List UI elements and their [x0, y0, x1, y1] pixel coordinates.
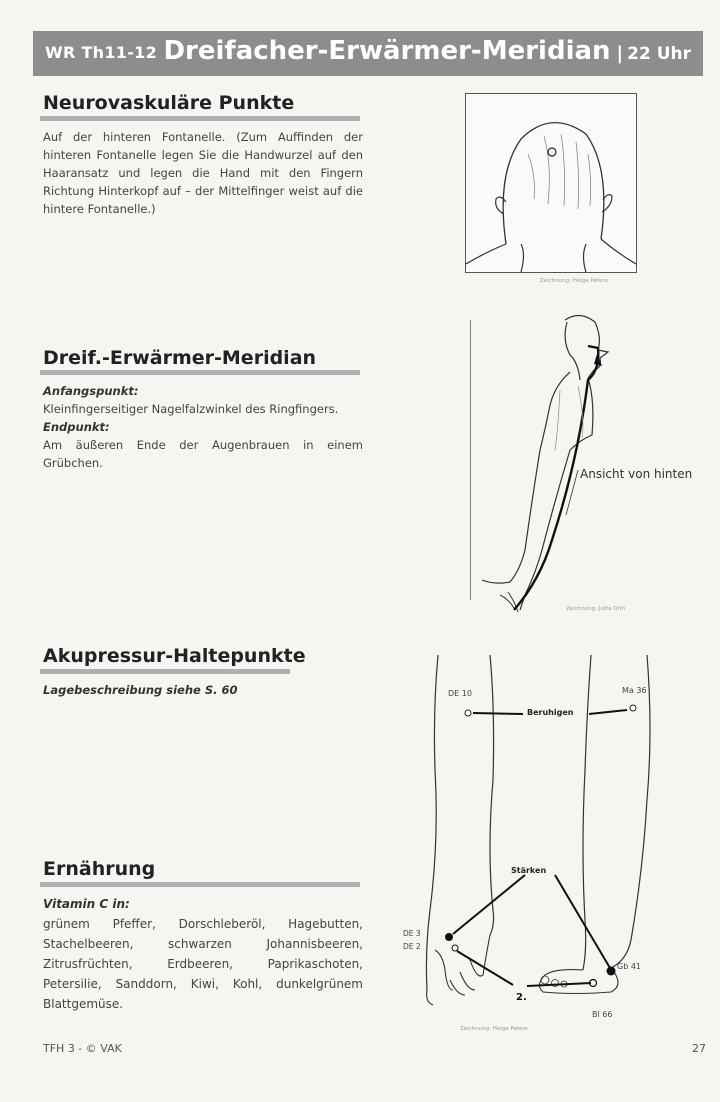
header-separator: | — [616, 43, 624, 64]
nutrition-rule — [40, 882, 360, 887]
point-ma36: Ma 36 — [622, 686, 647, 695]
header-title-group — [163, 36, 691, 66]
end-point-label: Endpunkt: — [43, 420, 110, 434]
footer-copyright: TFH 3 - © VAK — [43, 1042, 122, 1055]
calm-label: Beruhigen — [527, 708, 574, 717]
point-de10: DE 10 — [448, 689, 472, 698]
acupressure-heading: Akupressur-Haltepunkte — [43, 645, 306, 667]
fontanelle-point — [548, 148, 556, 156]
legs-caption: Zeichnung: Helga Peters — [460, 1026, 528, 1032]
page-header — [33, 31, 703, 76]
start-point-text: Kleinfingerseitiger Nagelfalzwinkel des Ringfingers. — [43, 402, 339, 416]
header-code: WR Th11-12 — [45, 43, 158, 62]
point-de2: DE 2 — [403, 942, 421, 951]
point-gb41: Gb 41 — [617, 962, 641, 971]
acupressure-subline: Lagebeschreibung siehe S. 60 — [43, 683, 238, 697]
nutrition-text: grünem Pfeffer, Dorschleberöl, Hagebutten, Stachelbeeren, schwarzen Johannisbeeren, Zitrusfrüchten, Erdbeeren, Paprikaschoten, Petersilie, Sanddorn, Kiwi, Kohl, dunkelgrünem Blattgemüse. — [43, 917, 363, 1011]
end-point-text: Am äußeren Ende der Augenbrauen in einem Grübchen. — [43, 438, 363, 470]
neurovascular-rule — [40, 116, 360, 121]
number-2-label: 2. — [516, 992, 527, 1003]
head-drawing — [466, 94, 636, 272]
meridian-rule — [40, 370, 360, 375]
neurovascular-text: Auf der hinteren Fontanelle. (Zum Auffinden der hinteren Fontanelle legen Sie die Handwurzel auf den Haaransatz und legen die Hand mit den Fingern Richtung Hinterkopf auf – der Mittelfinger weist auf die hintere Fontanelle.) — [43, 130, 363, 216]
nutrition-heading: Ernährung — [43, 858, 156, 880]
header-title: Dreifacher-Erwärmer-Meridian — [163, 36, 611, 66]
neurovascular-heading: Neurovaskuläre Punkte — [43, 92, 295, 114]
arm-view-label: Ansicht von hinten — [580, 467, 693, 481]
head-caption: Zeichnung: Helga Peters — [540, 278, 608, 284]
page-number: 27 — [692, 1042, 706, 1055]
header-time: 22 Uhr — [627, 44, 691, 64]
point-de3: DE 3 — [403, 929, 421, 938]
arm-meridian-drawing — [470, 310, 720, 615]
nutrition-text-block — [43, 894, 363, 1014]
meridian-text-block — [43, 382, 363, 472]
point-bl66: Bl 66 — [592, 1010, 613, 1019]
strengthen-label: Stärken — [511, 866, 547, 875]
meridian-heading: Dreif.-Erwärmer-Meridian — [43, 347, 317, 369]
acupressure-rule — [40, 669, 290, 674]
nutrition-sub-label: Vitamin C in: — [43, 897, 130, 911]
arm-caption: Zeichnung: Jutta Orth — [566, 606, 626, 612]
head-figure — [465, 93, 637, 273]
start-point-label: Anfangspunkt: — [43, 384, 139, 398]
